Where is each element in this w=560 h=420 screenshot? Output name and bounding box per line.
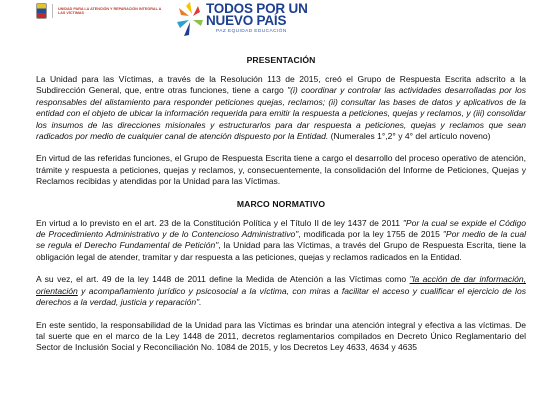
marco-paragraph-3: En este sentido, la responsabilidad de la Unidad para las Víctimas es brindar una atención integral y efectiva a las víctimas. De tal suerte que en el marco de la Ley 1448 de 2011, decretos reglamentarios compilados en Decreto Único Reglamentario del Sector de Inclusión Social y Reconciliación No. 1084 de 2015, y los Decretos Ley 4633, 4634 y 4635 (36, 319, 526, 353)
nuevo-pais-line2: NUEVO PAÍS (206, 13, 287, 28)
text-run: La Unidad para las Víctimas, a través de la Resolución 113 de 2015, creó el Grupo de Respuesta Escrita adscrito a la Subdirección General, que, entre otras funciones, tiene a cargo (36, 74, 526, 96)
text-run: A su vez, el art. 49 de la ley 1448 de 2011 define la Medida de Atención a las Víctimas como (36, 274, 410, 285)
text-run: , modificada por la ley 1755 de 2015 (298, 229, 443, 240)
quoted-law-title: "Por la cual se expide el Código de Procedimiento Administrativo y de lo Contencioso Administrativo" (36, 217, 526, 240)
quoted-functions: "(i) coordinar y controlar las actividades desarrolladas por los responsables del alistamiento para responder peticiones quejas, reclamos; (ii) consultar las bases de datos y aplicativos de la entidad con el objeto de ubicar la información requerida para emitir la respuesta a peticiones, quejas y reclamos, y (iii) consolidar los insumos de las direcciones misionales y estructurarlos para dar respuesta a peticiones, quejas y reclamos que sean radicados por medio de cualquier canal de atención dispuesto por la Entidad. (36, 85, 527, 142)
marco-paragraph-2 (36, 274, 526, 308)
colombia-crest-icon (36, 3, 47, 19)
text-run: (Numerales 1°,2° y 4° del artículo noveno) (328, 131, 491, 142)
presentacion-paragraph-2: En virtud de las referidas funciones, el Grupo de Respuesta Escrita tiene a cargo el desarrollo del proceso operativo de atención, trámite y respuesta a peticiones, quejas y reclamos, y, consecuentemente, la consolidación del Informe de Peticiones, Quejas y Reclamos recibidas y atendidas por la Unidad para las Víctimas. (36, 153, 526, 187)
logo-divider (52, 4, 53, 18)
section-title-presentacion: PRESENTACIÓN (246, 55, 316, 65)
unidad-victimas-logo (36, 3, 168, 19)
text-run: En virtud a lo previsto en el art. 23 de la Constitución Política y el Título II de ley 1437 de 2011 (36, 217, 403, 228)
page-header (0, 0, 560, 50)
section-title-marco-normativo: MARCO NORMATIVO (236, 198, 326, 209)
quoted-definition: y acompañamiento jurídico y psicosocial a la víctima, con miras a facilitar el acceso y cualificar el ejercicio de los derechos a la verdad, justicia y reparación". (36, 285, 526, 308)
nuevo-pais-line1: TODOS POR UN (206, 1, 308, 16)
underlined-quote: "la acción de dar información, orientación (36, 274, 526, 296)
marco-paragraph-1 (36, 218, 526, 264)
document-body (36, 55, 526, 365)
text-run: , la Unidad para las Víctimas, a través del Grupo de Respuesta Escrita, tiene la obligación legal de atender, tramitar y dar respuesta a las peticiones, quejas y reclamos radicados en la Entidad. (36, 240, 526, 262)
presentacion-paragraph-1 (36, 74, 526, 142)
unidad-logo-text: UNIDAD PARA LA ATENCIÓN Y REPARACIÓN INTEGRAL A LAS VÍCTIMAS (58, 6, 162, 15)
nuevo-pais-tagline: PAZ EQUIDAD EDUCACIÓN (216, 29, 287, 34)
quoted-law-title: "Por medio de la cual se regula el Derecho Fundamental de Petición" (36, 229, 527, 251)
nuevo-pais-burst-icon (176, 0, 204, 40)
todos-por-un-nuevo-pais-logo (176, 0, 326, 40)
